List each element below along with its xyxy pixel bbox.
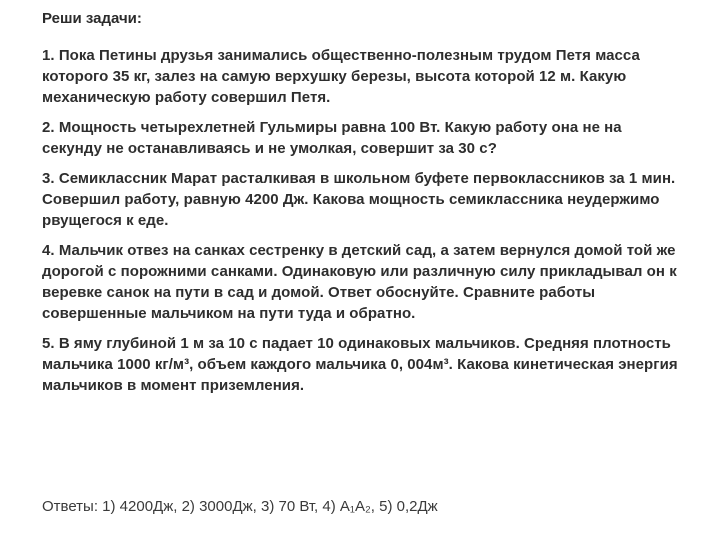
page-heading: Реши задачи: [42,10,142,27]
task-line: мальчика 1000 кг/м³, объем каждого мальчика 0, 004м³. Какова кинетическая энергия [42,356,678,373]
task-3 [42,168,682,231]
task-line: рвущегося к еде. [42,212,169,229]
task-2 [42,117,682,159]
task-line: 3. Семиклассник Марат расталкивая в школьном буфете первоклассников за 1 мин. [42,170,676,187]
task-line: 2. Мощность четырехлетней Гульмиры равна 100 Вт. Какую работу она не на [42,119,622,136]
task-line: веревке санок на пути в сад и домой. Ответ обоснуйте. Сравните работы [42,284,596,301]
task-line: Совершил работу, равную 4200 Дж. Какова мощность семиклассника неудержимо [42,191,660,208]
task-4 [42,240,682,324]
task-line: 5. В яму глубиной 1 м за 10 с падает 10 одинаковых мальчиков. Средняя плотность [42,335,671,352]
task-line: которого 35 кг, залез на самую верхушку березы, высота которой 12 м. Какую [42,68,627,85]
task-line: 1. Пока Петины друзья занимались общественно-полезным трудом Петя масса [42,47,640,64]
task-line: мальчиков в момент приземления. [42,377,305,394]
task-1 [42,45,682,108]
task-line: 4. Мальчик отвез на санках сестренку в детский сад, а затем вернулся домой той же [42,242,676,259]
document-body [42,8,682,405]
task-line: дорогой с порожними санками. Одинаковую или различную силу прикладывал он к [42,263,677,280]
task-line: совершенные мальчиком на пути туда и обратно. [42,305,416,322]
task-line: секунду не останавливаясь и не умолкая, совершит за 30 с? [42,140,497,157]
task-line: механическую работу совершил Петя. [42,89,331,106]
answers-line: Ответы: 1) 4200Дж, 2) 3000Дж, 3) 70 Вт, 4) A₁A₂, 5) 0,2Дж [42,498,438,515]
task-5 [42,333,682,396]
